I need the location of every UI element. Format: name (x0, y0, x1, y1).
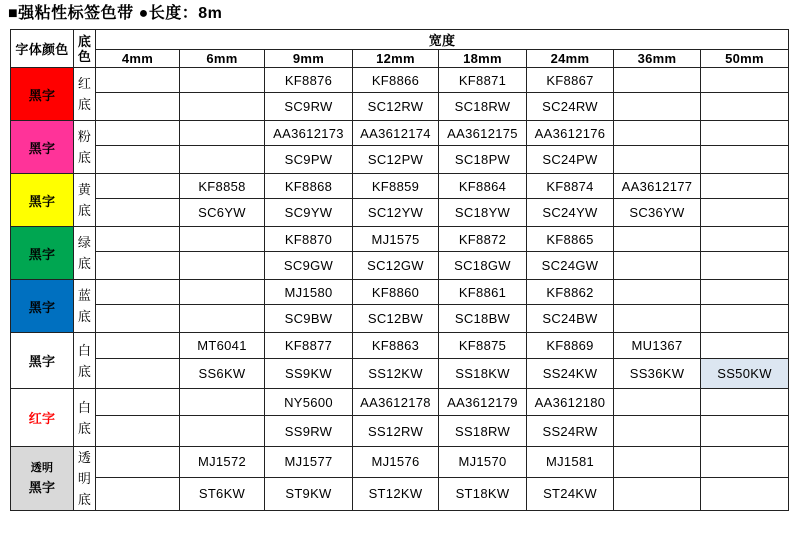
product-code-cell: MJ1575 (353, 227, 439, 252)
model-code-cell: SS12KW (353, 359, 439, 389)
table-row (11, 305, 789, 333)
product-code-cell: KF8859 (353, 174, 439, 199)
model-code-cell: SC12RW (353, 93, 439, 121)
product-code-cell (701, 227, 789, 252)
model-code-cell (96, 252, 180, 280)
table-row (11, 174, 789, 199)
table-row (11, 447, 789, 478)
product-code-cell (96, 68, 180, 93)
product-code-cell: KF8864 (439, 174, 527, 199)
product-code-cell: AA3612173 (265, 121, 353, 146)
product-code-cell: KF8861 (439, 280, 527, 305)
model-code-cell: SC9RW (265, 93, 353, 121)
product-code-cell: KF8876 (265, 68, 353, 93)
product-code-cell: KF8860 (353, 280, 439, 305)
table-row (11, 227, 789, 252)
model-code-cell (701, 252, 789, 280)
model-code-cell: ST6KW (180, 477, 265, 510)
product-code-cell (180, 227, 265, 252)
font-color-swatch (11, 121, 74, 174)
product-code-cell: KF8867 (527, 68, 614, 93)
size-header: 24mm (527, 50, 614, 68)
swatch-label: 黑字 (28, 193, 56, 209)
width-header: 宽度 (96, 30, 789, 50)
product-code-cell: MJ1581 (527, 447, 614, 478)
model-code-cell (701, 305, 789, 333)
bg-color-label: 粉底 (74, 121, 96, 174)
product-code-cell: KF8874 (527, 174, 614, 199)
bg-color-label: 黄底 (74, 174, 96, 227)
model-code-cell: SC9PW (265, 146, 353, 174)
font-color-swatch (11, 227, 74, 280)
model-code-cell: SC24GW (527, 252, 614, 280)
table-row (11, 252, 789, 280)
table-row (11, 121, 789, 146)
product-code-cell (180, 68, 265, 93)
swatch-label: 红字 (28, 411, 56, 426)
font-color-header: 字体颜色 (11, 30, 74, 68)
model-code-cell: SC12BW (353, 305, 439, 333)
model-code-cell (96, 416, 180, 447)
bg-color-label: 白底 (74, 389, 96, 447)
model-code-cell: SC18GW (439, 252, 527, 280)
product-code-cell (701, 389, 789, 416)
font-color-swatch (11, 174, 74, 227)
model-code-cell: SC9GW (265, 252, 353, 280)
product-code-cell: KF8869 (527, 333, 614, 359)
table-row (11, 389, 789, 416)
product-code-cell: KF8858 (180, 174, 265, 199)
product-code-cell: KF8866 (353, 68, 439, 93)
product-code-cell: NY5600 (265, 389, 353, 416)
header-row-width (11, 30, 789, 50)
table-row (11, 477, 789, 510)
product-code-cell: KF8872 (439, 227, 527, 252)
product-code-cell (614, 68, 701, 93)
size-header: 36mm (614, 50, 701, 68)
bg-color-label: 白底 (74, 333, 96, 389)
model-code-cell (96, 359, 180, 389)
bg-color-label: 绿底 (74, 227, 96, 280)
model-code-cell: SS6KW (180, 359, 265, 389)
product-code-cell: AA3612180 (527, 389, 614, 416)
model-code-cell: SC12PW (353, 146, 439, 174)
product-code-cell (96, 121, 180, 146)
product-code-cell: KF8870 (265, 227, 353, 252)
product-code-cell (96, 447, 180, 478)
model-code-cell (96, 199, 180, 227)
model-code-cell: ST18KW (439, 477, 527, 510)
product-code-cell: KF8871 (439, 68, 527, 93)
model-code-cell: SS24KW (527, 359, 614, 389)
product-code-cell (614, 121, 701, 146)
product-code-cell: MJ1576 (353, 447, 439, 478)
swatch-label: 黑字 (28, 479, 56, 495)
model-code-cell: SC18RW (439, 93, 527, 121)
model-code-cell: ST9KW (265, 477, 353, 510)
model-code-cell (701, 93, 789, 121)
model-code-cell (614, 416, 701, 447)
product-code-cell: AA3612177 (614, 174, 701, 199)
product-code-cell: MJ1572 (180, 447, 265, 478)
model-code-cell: SS12RW (353, 416, 439, 447)
font-color-swatch (11, 389, 74, 447)
model-code-cell: SC9BW (265, 305, 353, 333)
page-title: ■强粘性标签色带 ●长度：8m (8, 5, 223, 22)
model-code-cell (96, 146, 180, 174)
model-code-cell (96, 305, 180, 333)
size-header: 12mm (353, 50, 439, 68)
model-code-cell (614, 305, 701, 333)
swatch-label: 黑字 (28, 299, 56, 315)
model-code-cell (180, 416, 265, 447)
product-code-cell: KF8862 (527, 280, 614, 305)
model-code-cell: SS36KW (614, 359, 701, 389)
model-code-cell (614, 93, 701, 121)
font-color-swatch (11, 333, 74, 389)
product-code-cell (614, 227, 701, 252)
bg-color-label: 红底 (74, 68, 96, 121)
product-code-cell (614, 280, 701, 305)
model-code-cell: SS9KW (265, 359, 353, 389)
model-code-cell (180, 305, 265, 333)
table-row (11, 416, 789, 447)
model-code-cell: SC24RW (527, 93, 614, 121)
model-code-cell (701, 477, 789, 510)
model-code-cell: SC12GW (353, 252, 439, 280)
model-code-cell: SC18BW (439, 305, 527, 333)
product-code-cell: MJ1580 (265, 280, 353, 305)
model-code-cell (614, 477, 701, 510)
swatch-sublabel: 透明 (30, 461, 54, 474)
product-code-cell: AA3612176 (527, 121, 614, 146)
product-code-cell: KF8868 (265, 174, 353, 199)
swatch-label: 黑字 (28, 87, 56, 103)
bg-color-label: 蓝底 (74, 280, 96, 333)
model-code-cell: ST24KW (527, 477, 614, 510)
size-header: 18mm (439, 50, 527, 68)
product-code-cell (180, 389, 265, 416)
table-row (11, 280, 789, 305)
model-code-cell: SC24BW (527, 305, 614, 333)
table-row (11, 359, 789, 389)
product-code-cell: AA3612178 (353, 389, 439, 416)
table-row (11, 93, 789, 121)
tape-spec-table (10, 29, 789, 511)
table-row (11, 199, 789, 227)
model-code-cell (701, 199, 789, 227)
product-code-cell (701, 68, 789, 93)
model-code-cell: SC36YW (614, 199, 701, 227)
model-code-cell: SC12YW (353, 199, 439, 227)
product-code-cell (701, 447, 789, 478)
product-code-cell: MJ1577 (265, 447, 353, 478)
swatch-label: 黑字 (28, 354, 56, 369)
size-header: 50mm (701, 50, 789, 68)
bg-color-header: 底色 (74, 30, 96, 68)
model-code-cell: SS9RW (265, 416, 353, 447)
model-code-cell (180, 252, 265, 280)
model-code-cell: SC18PW (439, 146, 527, 174)
model-code-cell: SC9YW (265, 199, 353, 227)
product-code-cell (96, 174, 180, 199)
swatch-label: 黑字 (28, 140, 56, 156)
product-code-cell: MU1367 (614, 333, 701, 359)
product-code-cell: AA3612179 (439, 389, 527, 416)
model-code-cell: SC6YW (180, 199, 265, 227)
model-code-cell (180, 93, 265, 121)
model-code-cell (701, 416, 789, 447)
model-code-cell: SS50KW (701, 359, 789, 389)
product-code-cell: AA3612174 (353, 121, 439, 146)
product-code-cell (96, 280, 180, 305)
bg-color-label: 透明底 (74, 447, 96, 511)
product-code-cell: MT6041 (180, 333, 265, 359)
product-code-cell (180, 121, 265, 146)
table-body (11, 30, 789, 511)
size-header: 6mm (180, 50, 265, 68)
product-code-cell (96, 227, 180, 252)
font-color-swatch (11, 447, 74, 511)
header-row-sizes (11, 50, 789, 68)
product-code-cell (701, 280, 789, 305)
product-code-cell (96, 389, 180, 416)
product-code-cell: MJ1570 (439, 447, 527, 478)
product-code-cell: KF8865 (527, 227, 614, 252)
table-row (11, 333, 789, 359)
product-code-cell: KF8877 (265, 333, 353, 359)
model-code-cell (701, 146, 789, 174)
product-code-cell: KF8875 (439, 333, 527, 359)
product-code-cell (96, 333, 180, 359)
model-code-cell (180, 146, 265, 174)
swatch-label: 黑字 (28, 246, 56, 262)
product-code-cell (701, 174, 789, 199)
product-code-cell (701, 121, 789, 146)
model-code-cell: SS18RW (439, 416, 527, 447)
model-code-cell: SS18KW (439, 359, 527, 389)
size-header: 4mm (96, 50, 180, 68)
model-code-cell: SC18YW (439, 199, 527, 227)
model-code-cell (96, 477, 180, 510)
product-code-cell (614, 447, 701, 478)
product-code-cell (614, 389, 701, 416)
product-code-cell (180, 280, 265, 305)
table-row (11, 68, 789, 93)
product-code-cell (701, 333, 789, 359)
size-header: 9mm (265, 50, 353, 68)
font-color-swatch (11, 68, 74, 121)
model-code-cell: ST12KW (353, 477, 439, 510)
model-code-cell: SC24PW (527, 146, 614, 174)
model-code-cell (614, 146, 701, 174)
table-row (11, 146, 789, 174)
model-code-cell (614, 252, 701, 280)
font-color-swatch (11, 280, 74, 333)
product-code-cell: AA3612175 (439, 121, 527, 146)
product-code-cell: KF8863 (353, 333, 439, 359)
model-code-cell: SC24YW (527, 199, 614, 227)
model-code-cell: SS24RW (527, 416, 614, 447)
model-code-cell (96, 93, 180, 121)
